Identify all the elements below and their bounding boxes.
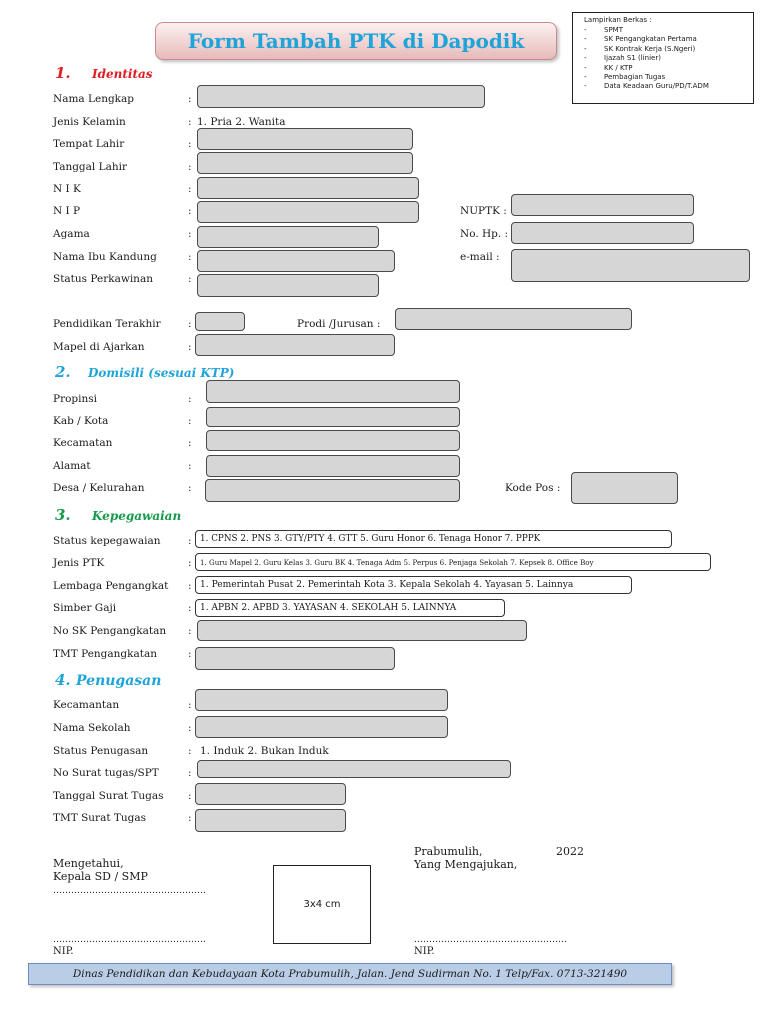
label-alamat: Alamat: [53, 460, 91, 472]
label-email: e-mail :: [460, 251, 500, 263]
tempat-lahir-field[interactable]: [197, 128, 413, 150]
lampiran-item: - SK Pengangkatan Pertama: [584, 35, 697, 44]
nama-ibu-field[interactable]: [197, 250, 395, 272]
colon: :: [188, 790, 192, 802]
prodi-field[interactable]: [395, 308, 632, 330]
lampiran-box: [572, 12, 754, 104]
colon: :: [188, 251, 192, 263]
signature-line-right: ……………………………………………: [414, 935, 567, 945]
label-desa: Desa / Kelurahan: [53, 482, 145, 494]
label-tanggal-surat: Tanggal Surat Tugas: [53, 790, 164, 802]
label-no-sk: No SK Pengangkatan: [53, 625, 167, 637]
label-lembaga: Lembaga Pengangkat: [53, 580, 169, 592]
form-title: Form Tambah PTK di Dapodik: [155, 22, 557, 60]
lampiran-item: - Data Keadaan Guru/PD/T.ADM: [584, 82, 709, 91]
label-nuptk: NUPTK :: [460, 205, 507, 217]
colon: :: [188, 138, 192, 150]
colon: :: [188, 437, 192, 449]
label-mapel: Mapel di Ajarkan: [53, 341, 145, 353]
sumber-gaji-options[interactable]: 1. APBN 2. APBD 3. YAYASAN 4. SEKOLAH 5. LAINNYA: [195, 599, 505, 617]
kab-kota-field[interactable]: [206, 407, 460, 427]
jenis-ptk-options[interactable]: 1. Guru Mapel 2. Guru Kelas 3. Guru BK 4. Tenaga Adm 5. Perpus 6. Penjaga Sekolah 7. Kepsek 8. Office Boy: [195, 553, 711, 571]
mapel-field[interactable]: [195, 334, 395, 356]
propinsi-field[interactable]: [206, 380, 460, 403]
label-pendidikan: Pendidikan Terakhir: [53, 318, 161, 330]
colon: :: [188, 699, 192, 711]
label-tempat-lahir: Tempat Lahir: [53, 138, 125, 150]
label-nama-lengkap: Nama Lengkap: [53, 93, 135, 105]
colon: :: [188, 722, 192, 734]
label-no-hp: No. Hp. :: [460, 228, 509, 240]
section-domisili-heading: [55, 363, 234, 381]
lampiran-item: - SK Kontrak Kerja (S.Ngeri): [584, 44, 696, 53]
colon: :: [188, 183, 192, 195]
label-nip: N I P: [53, 205, 81, 217]
nama-lengkap-field[interactable]: [197, 85, 485, 108]
status-perkawinan-field[interactable]: [197, 274, 379, 297]
colon: :: [188, 602, 192, 614]
colon: :: [188, 460, 192, 472]
nuptk-field[interactable]: [511, 194, 694, 216]
pendidikan-field[interactable]: [195, 312, 245, 331]
colon: :: [188, 812, 192, 824]
no-surat-field[interactable]: [197, 760, 511, 778]
nip-left: NIP.: [53, 946, 74, 957]
colon: :: [188, 228, 192, 240]
section-title: Penugasan: [76, 673, 162, 689]
lampiran-item: - KK / KTP: [584, 63, 633, 72]
lampiran-list: [584, 26, 709, 92]
lampiran-heading: Lampirkan Berkas :: [584, 16, 652, 24]
colon: :: [188, 205, 192, 217]
label-tmt-surat: TMT Surat Tugas: [53, 812, 147, 824]
colon: :: [188, 580, 192, 592]
no-sk-field[interactable]: [197, 620, 527, 641]
label-kecamantan: Kecamantan: [53, 699, 120, 711]
section-title: Identitas: [92, 67, 153, 81]
status-penugasan-options[interactable]: 1. Induk 2. Bukan Induk: [200, 745, 329, 757]
label-jenis-ptk: Jenis PTK: [53, 557, 105, 569]
kecamatan-field[interactable]: [206, 430, 460, 451]
label-status-kepegawaian: Status kepegawaian: [53, 535, 161, 547]
kode-pos-field[interactable]: [571, 472, 678, 504]
label-kecamatan: Kecamatan: [53, 437, 113, 449]
label-nama-ibu: Nama Ibu Kandung: [53, 251, 157, 263]
colon: :: [188, 93, 192, 105]
label-prodi: Prodi /Jurusan :: [297, 318, 381, 330]
colon: :: [188, 393, 192, 405]
signature-line-left: ……………………………………………: [53, 935, 206, 945]
section-identitas-heading: [55, 64, 153, 82]
label-agama: Agama: [53, 228, 90, 240]
signature-line-top: ……………………………………………: [53, 886, 206, 896]
label-sumber-gaji: Simber Gaji: [53, 602, 117, 614]
colon: :: [188, 341, 192, 353]
kecamantan-field[interactable]: [195, 689, 448, 711]
lampiran-item: - Ijazah S1 (linier): [584, 54, 661, 63]
year: 2022: [556, 845, 584, 858]
colon: :: [188, 535, 192, 547]
label-tanggal-lahir: Tanggal Lahir: [53, 161, 127, 173]
section-number: 3.: [55, 506, 71, 524]
place-date: Prabumulih,: [414, 845, 483, 858]
tmt-pengangkatan-field[interactable]: [195, 647, 395, 670]
section-kepegawaian-heading: [55, 506, 181, 524]
label-status-penugasan: Status Penugasan: [53, 745, 149, 757]
colon: :: [188, 318, 192, 330]
photo-placeholder: 3x4 cm: [273, 865, 371, 944]
no-hp-field[interactable]: [511, 222, 694, 244]
section-number: 2.: [55, 363, 71, 381]
kepala-sekolah: Kepala SD / SMP: [53, 870, 148, 883]
desa-field[interactable]: [205, 479, 460, 502]
label-nik: N I K: [53, 183, 81, 195]
label-kab-kota: Kab / Kota: [53, 415, 109, 427]
tanggal-lahir-field[interactable]: [197, 152, 413, 174]
section-penugasan-heading: [55, 671, 161, 689]
tmt-surat-field[interactable]: [195, 809, 346, 832]
nip-field[interactable]: [197, 201, 419, 223]
colon: :: [188, 557, 192, 569]
label-nama-sekolah: Nama Sekolah: [53, 722, 131, 734]
label-propinsi: Propinsi: [53, 393, 97, 405]
colon: :: [188, 273, 192, 285]
colon: :: [188, 116, 192, 128]
lampiran-item: - SPMT: [584, 26, 623, 34]
section-title: Domisili (sesuai KTP): [88, 366, 235, 380]
colon: :: [188, 648, 192, 660]
footer-address: Dinas Pendidikan dan Kebudayaan Kota Prabumulih, Jalan. Jend Sudirman No. 1 Telp/Fax. 0713-321490: [28, 963, 672, 985]
label-jenis-kelamin: Jenis Kelamin: [53, 116, 126, 128]
mengetahui: Mengetahui,: [53, 857, 124, 870]
nama-sekolah-field[interactable]: [195, 716, 448, 738]
lampiran-item: - Pembagian Tugas: [584, 73, 666, 82]
colon: :: [188, 625, 192, 637]
colon: :: [188, 161, 192, 173]
section-number: 1.: [55, 64, 71, 82]
tanggal-surat-field[interactable]: [195, 783, 346, 805]
nip-right: NIP.: [414, 946, 435, 957]
nik-field[interactable]: [197, 177, 419, 199]
colon: :: [188, 767, 192, 779]
section-title: Kepegawaian: [92, 509, 182, 523]
status-kepegawaian-options[interactable]: 1. CPNS 2. PNS 3. GTY/PTY 4. GTT 5. Guru Honor 6. Tenaga Honor 7. PPPK: [195, 530, 672, 548]
lembaga-options[interactable]: 1. Pemerintah Pusat 2. Pemerintah Kota 3. Kepala Sekolah 4. Yayasan 5. Lainnya: [195, 576, 632, 594]
colon: :: [188, 745, 192, 757]
label-no-surat: No Surat tugas/SPT: [53, 767, 159, 779]
section-number: 4.: [55, 671, 71, 689]
colon: :: [188, 482, 192, 494]
yang-mengajukan: Yang Mengajukan,: [414, 858, 518, 871]
agama-field[interactable]: [197, 226, 379, 248]
alamat-field[interactable]: [206, 455, 460, 477]
colon: :: [188, 415, 192, 427]
label-status-perkawinan: Status Perkawinan: [53, 273, 153, 285]
email-field[interactable]: [511, 249, 750, 282]
label-tmt-pengangkatan: TMT Pengangkatan: [53, 648, 157, 660]
jenis-kelamin-options[interactable]: 1. Pria 2. Wanita: [197, 116, 286, 128]
label-kode-pos: Kode Pos :: [505, 482, 561, 494]
